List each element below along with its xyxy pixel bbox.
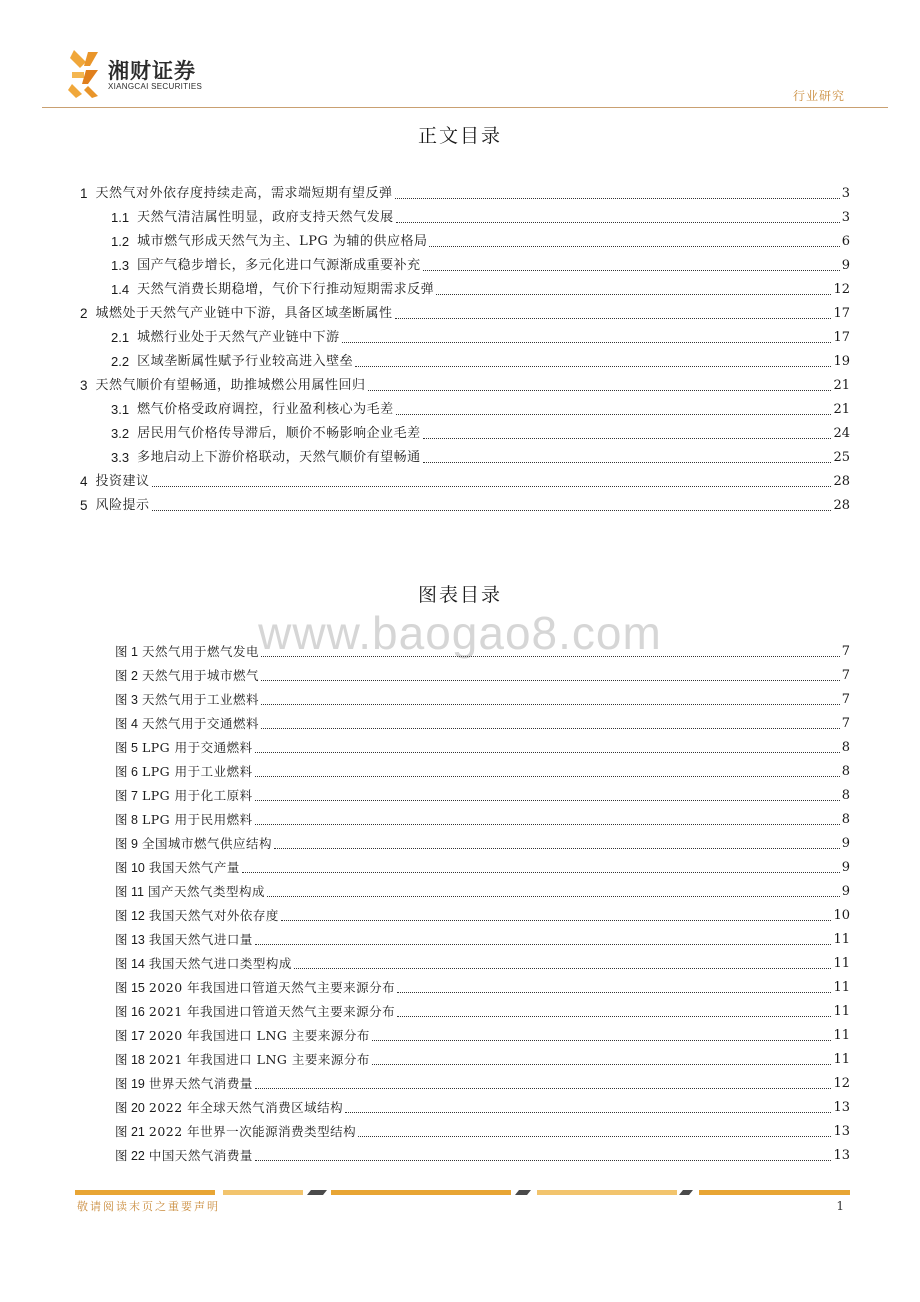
figure-entry-title: 我国天然气对外依存度 xyxy=(148,908,279,923)
figure-entry[interactable] xyxy=(115,762,850,782)
figure-entry-title: LPG 用于工业燃料 xyxy=(141,764,253,779)
figure-entry-page: 8 xyxy=(841,812,850,827)
figure-entry[interactable] xyxy=(115,906,850,926)
toc-entry-page: 28 xyxy=(833,474,850,489)
figure-entry-title: 天然气用于工业燃料 xyxy=(141,692,259,707)
figure-entry[interactable] xyxy=(115,810,850,830)
figure-entry-number: 图 11 xyxy=(115,885,144,899)
dot-leader xyxy=(255,1160,832,1161)
figure-entry[interactable] xyxy=(115,954,850,974)
dot-leader xyxy=(423,462,832,463)
dot-leader xyxy=(294,968,832,969)
dot-leader xyxy=(152,486,832,487)
dot-leader xyxy=(395,318,832,319)
toc-entry-page: 3 xyxy=(841,210,850,225)
toc-entry[interactable] xyxy=(80,472,850,492)
figure-entry-title: 2020 年我国进口管道天然气主要来源分布 xyxy=(148,980,396,995)
dot-leader xyxy=(255,824,840,825)
toc-entry[interactable] xyxy=(111,328,850,348)
toc-entry[interactable] xyxy=(111,352,850,372)
figure-entry-page: 11 xyxy=(833,980,850,995)
toc-entry-page: 19 xyxy=(833,354,850,369)
toc-entry-number: 3 xyxy=(80,378,88,393)
figure-entry-page: 12 xyxy=(833,1076,850,1091)
toc-entry[interactable] xyxy=(80,376,850,396)
figure-entry-page: 11 xyxy=(833,1004,850,1019)
dot-leader xyxy=(396,222,840,223)
toc-entry-title: 燃气价格受政府调控，行业盈利核心为毛差 xyxy=(137,402,394,417)
figure-entry-number: 图 17 xyxy=(115,1029,145,1043)
figure-list-title: 图表目录 xyxy=(417,584,502,606)
figure-entry[interactable] xyxy=(115,1050,850,1070)
toc-entry-title: 风险提示 xyxy=(95,498,150,513)
toc-entry-page: 3 xyxy=(841,186,850,201)
figure-entry-number: 图 21 xyxy=(115,1125,145,1139)
report-type-tag: 行业研究 xyxy=(792,89,845,103)
toc-entry[interactable] xyxy=(111,424,850,444)
header-divider xyxy=(42,107,888,108)
toc-entry-page: 24 xyxy=(833,426,850,441)
figure-entry-title: 天然气用于燃气发电 xyxy=(141,644,259,659)
dot-leader xyxy=(396,414,832,415)
toc-entry[interactable] xyxy=(111,232,850,252)
toc-entry-number: 4 xyxy=(80,474,88,489)
figure-entry-title: 2022 年全球天然气消费区域结构 xyxy=(148,1100,344,1115)
toc-entry-title: 天然气消费长期稳增，气价下行推动短期需求反弹 xyxy=(137,282,435,297)
dot-leader xyxy=(395,198,840,199)
dot-leader xyxy=(242,872,840,873)
figure-entry-title: 天然气用于交通燃料 xyxy=(141,716,259,731)
toc-entry-number: 2 xyxy=(80,306,88,321)
dot-leader xyxy=(261,656,840,657)
figure-entry-page: 7 xyxy=(841,668,850,683)
figure-entry-title: 全国城市燃气供应结构 xyxy=(141,836,272,851)
dot-leader xyxy=(267,896,840,897)
toc-entry-number: 2.1 xyxy=(111,330,130,345)
dot-leader xyxy=(261,680,840,681)
dot-leader xyxy=(261,728,840,729)
dot-leader xyxy=(358,1136,831,1137)
dot-leader xyxy=(281,920,832,921)
figure-entry-number: 图 5 xyxy=(115,741,138,755)
figure-entry[interactable] xyxy=(115,1026,850,1046)
toc-entry-number: 1 xyxy=(80,186,88,201)
figure-entry-title: 2022 年世界一次能源消费类型结构 xyxy=(148,1124,357,1139)
figure-entry-title: LPG 用于化工原料 xyxy=(141,788,253,803)
figure-entry[interactable] xyxy=(115,642,850,662)
dot-leader xyxy=(255,752,840,753)
figure-entry-number: 图 8 xyxy=(115,813,138,827)
toc-entry-number: 1.1 xyxy=(111,210,130,225)
toc-entry[interactable] xyxy=(111,208,850,228)
figure-entry-title: 我国天然气进口类型构成 xyxy=(148,956,292,971)
figure-entry-title: 2020 年我国进口 LNG 主要来源分布 xyxy=(148,1028,370,1043)
figure-entry-page: 11 xyxy=(833,956,850,971)
toc-entry-page: 21 xyxy=(833,402,850,417)
dot-leader xyxy=(436,294,831,295)
figure-entry[interactable] xyxy=(115,786,850,806)
logo-english-name: XIANGCAI SECURITIES xyxy=(108,82,203,91)
toc-entry-page: 28 xyxy=(833,498,850,513)
dot-leader xyxy=(255,944,832,945)
page-number: 1 xyxy=(836,1199,844,1213)
dot-leader xyxy=(342,342,832,343)
figure-entry[interactable] xyxy=(115,1074,850,1094)
toc-entry[interactable] xyxy=(111,256,850,276)
dot-leader xyxy=(423,438,832,439)
figure-entry-page: 7 xyxy=(841,692,850,707)
dot-leader xyxy=(355,366,831,367)
figure-entry-page: 8 xyxy=(841,740,850,755)
figure-entry-page: 9 xyxy=(841,860,850,875)
figure-entry-title: 中国天然气消费量 xyxy=(148,1148,253,1163)
figure-entry[interactable] xyxy=(115,978,850,998)
toc-entry[interactable] xyxy=(111,280,850,300)
toc-entry-page: 17 xyxy=(833,330,850,345)
footer-decorative-bar xyxy=(75,1190,850,1195)
dot-leader xyxy=(255,800,840,801)
figure-entry-page: 7 xyxy=(841,644,850,659)
dot-leader xyxy=(372,1064,832,1065)
toc-entry-page: 9 xyxy=(841,258,850,273)
figure-entry[interactable] xyxy=(115,858,850,878)
dot-leader xyxy=(152,510,832,511)
figure-entry-page: 8 xyxy=(841,788,850,803)
figure-entry-number: 图 4 xyxy=(115,717,138,731)
toc-entry[interactable] xyxy=(80,496,850,516)
dot-leader xyxy=(274,848,840,849)
figure-entry-number: 图 18 xyxy=(115,1053,145,1067)
figure-entry-title: 我国天然气进口量 xyxy=(148,932,253,947)
figure-entry[interactable] xyxy=(115,690,850,710)
figure-entry-number: 图 6 xyxy=(115,765,138,779)
figure-entry[interactable] xyxy=(115,714,850,734)
figure-entry-title: LPG 用于交通燃料 xyxy=(141,740,253,755)
toc-entry-number: 3.3 xyxy=(111,450,130,465)
toc-entry-page: 12 xyxy=(833,282,850,297)
toc-entry-title: 多地启动上下游价格联动，天然气顺价有望畅通 xyxy=(137,450,421,465)
dot-leader xyxy=(255,776,840,777)
figure-entry[interactable] xyxy=(115,1122,850,1142)
figure-entry-page: 13 xyxy=(833,1148,850,1163)
figure-entry-page: 10 xyxy=(833,908,850,923)
logo-chinese-name: 湘财证券 xyxy=(108,59,196,83)
figure-entry-page: 8 xyxy=(841,764,850,779)
figure-entry-title: 国产天然气类型构成 xyxy=(147,884,265,899)
figure-entry-number: 图 1 xyxy=(115,645,138,659)
dot-leader xyxy=(255,1088,832,1089)
figure-entry-number: 图 10 xyxy=(115,861,145,875)
toc-entry-title: 城燃行业处于天然气产业链中下游 xyxy=(137,330,340,345)
figure-entry-page: 11 xyxy=(833,932,850,947)
toc-entry-title: 天然气对外依存度持续走高，需求端短期有望反弹 xyxy=(95,186,393,201)
figure-entry-number: 图 19 xyxy=(115,1077,145,1091)
toc-entry-number: 1.4 xyxy=(111,282,130,297)
figure-entry-page: 11 xyxy=(833,1052,850,1067)
figure-entry-number: 图 15 xyxy=(115,981,145,995)
figure-entry-number: 图 2 xyxy=(115,669,138,683)
figure-entry-number: 图 22 xyxy=(115,1149,145,1163)
figure-entry[interactable] xyxy=(115,834,850,854)
toc-entry-number: 3.2 xyxy=(111,426,130,441)
toc-entry-number: 1.2 xyxy=(111,234,130,249)
toc-entry[interactable] xyxy=(80,304,850,324)
figure-entry[interactable] xyxy=(115,666,850,686)
figure-entry[interactable] xyxy=(115,1098,850,1118)
figure-entry-title: LPG 用于民用燃料 xyxy=(141,812,253,827)
dot-leader xyxy=(372,1040,832,1041)
figure-entry-number: 图 12 xyxy=(115,909,145,923)
figure-entry-number: 图 14 xyxy=(115,957,145,971)
toc-entry-title: 居民用气价格传导滞后，顺价不畅影响企业毛差 xyxy=(137,426,421,441)
dot-leader xyxy=(368,390,832,391)
dot-leader xyxy=(423,270,840,271)
toc-entry-page: 25 xyxy=(833,450,850,465)
toc-entry-title: 天然气顺价有望畅通，助推城燃公用属性回归 xyxy=(95,378,366,393)
figure-entry-page: 7 xyxy=(841,716,850,731)
dot-leader xyxy=(261,704,840,705)
dot-leader xyxy=(345,1112,831,1113)
figure-entry-number: 图 13 xyxy=(115,933,145,947)
figure-entry[interactable] xyxy=(115,930,850,950)
figure-entry-number: 图 20 xyxy=(115,1101,145,1115)
figure-entry-page: 13 xyxy=(833,1124,850,1139)
figure-entry[interactable] xyxy=(115,882,850,902)
toc-entry-number: 2.2 xyxy=(111,354,130,369)
toc-entry-number: 1.3 xyxy=(111,258,130,273)
footer-disclaimer-notice: 敬请阅读末页之重要声明 xyxy=(77,1200,220,1213)
figure-entry-title: 我国天然气产量 xyxy=(148,860,240,875)
dot-leader xyxy=(429,246,839,247)
figure-entry-number: 图 3 xyxy=(115,693,138,707)
dot-leader xyxy=(397,992,831,993)
toc-entry[interactable] xyxy=(80,184,850,204)
figure-entry-title: 天然气用于城市燃气 xyxy=(141,668,259,683)
figure-entry-page: 9 xyxy=(841,836,850,851)
watermark: www.baogao8.com xyxy=(258,607,662,659)
dot-leader xyxy=(397,1016,831,1017)
figure-entry[interactable] xyxy=(115,1146,850,1166)
toc-entry-title: 国产气稳步增长，多元化进口气源渐成重要补充 xyxy=(137,258,421,273)
toc-title: 正文目录 xyxy=(417,125,502,147)
toc-entry-page: 17 xyxy=(833,306,850,321)
figure-entry-title: 世界天然气消费量 xyxy=(148,1076,253,1091)
toc-entry[interactable] xyxy=(111,400,850,420)
figure-entry[interactable] xyxy=(115,1002,850,1022)
toc-entry-number: 3.1 xyxy=(111,402,130,417)
figure-entry-page: 11 xyxy=(833,1028,850,1043)
toc-entry-page: 21 xyxy=(833,378,850,393)
toc-entry-page: 6 xyxy=(841,234,850,249)
figure-entry-page: 9 xyxy=(841,884,850,899)
figure-entry-number: 图 9 xyxy=(115,837,138,851)
figure-entry-page: 13 xyxy=(833,1100,850,1115)
figure-entry-title: 2021 年我国进口 LNG 主要来源分布 xyxy=(148,1052,370,1067)
figure-entry-number: 图 16 xyxy=(115,1005,145,1019)
toc-entry-title: 城市燃气形成天然气为主、LPG 为辅的供应格局 xyxy=(137,234,428,249)
figure-entry-title: 2021 年我国进口管道天然气主要来源分布 xyxy=(148,1004,396,1019)
toc-entry-title: 区域垄断属性赋予行业较高进入壁垒 xyxy=(137,354,354,369)
figure-entry-number: 图 7 xyxy=(115,789,138,803)
figure-entry[interactable] xyxy=(115,738,850,758)
toc-entry-title: 天然气清洁属性明显，政府支持天然气发展 xyxy=(137,210,394,225)
toc-entry[interactable] xyxy=(111,448,850,468)
logo-mark-icon xyxy=(68,48,102,100)
toc-entry-number: 5 xyxy=(80,498,88,513)
toc-entry-title: 投资建议 xyxy=(95,474,150,489)
toc-entry-title: 城燃处于天然气产业链中下游，具备区域垄断属性 xyxy=(95,306,393,321)
